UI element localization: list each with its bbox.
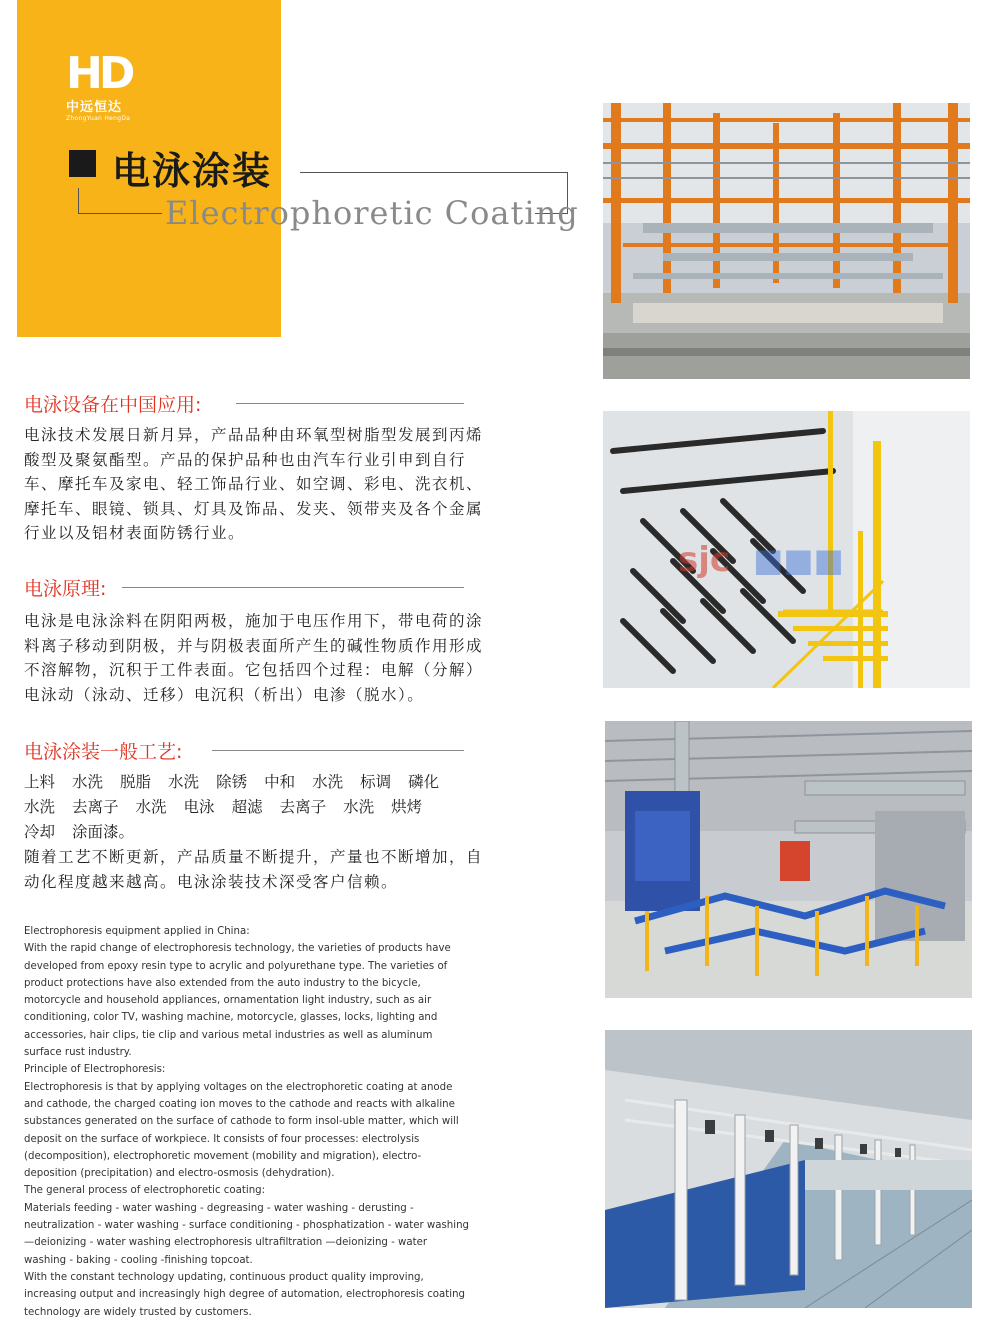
factory-photo-1 [603,103,970,379]
section-rule [212,750,464,751]
application-paragraph [24,423,484,546]
factory-photo-2 [603,411,970,688]
process-row-1 [24,770,484,795]
process-row-2 [24,795,484,820]
process-step: 脱脂 [120,773,152,791]
process-step: 电泳 [183,798,215,816]
principle-paragraph [24,609,484,707]
section-rule [122,587,464,588]
english-paragraph-closing: With the constant technology updating, continuous product quality improving, increasing output and increasingly high degree of automation, electrophoresis coating technology are widely trusted by customers. [24,1271,466,1318]
english-heading-principle: Principle of Electrophoresis: [24,1064,166,1076]
logo-mark: HD [66,48,132,99]
factory-photo-4 [605,1030,972,1308]
svg-text:■■■: ■■■ [753,541,844,579]
process-step: 上料 [24,773,56,791]
process-steps [24,770,484,895]
process-step: 标调 [360,773,392,791]
section-heading-process: 电泳涂装一般工艺: [24,741,183,763]
english-paragraph-process: Materials feeding - water washing - degreasing - water washing - derusting - neutralization - water washing - surface conditioning - phosphatization - water washing —deionizing - water washing electrophoresis ultrafiltration —deionizing - water washing - baking - cooling -finishing topcoat. [24,1202,470,1266]
logo-name-cn: 中远恒达 [66,100,123,115]
logo-name-en: ZhongYuan HengDa [66,115,131,122]
title-square-bullet [69,150,96,177]
process-step: 水洗 [24,798,56,816]
section-heading-principle: 电泳原理: [24,578,107,600]
title-frame-line [300,172,568,173]
process-row-3 [24,820,484,845]
svg-text:sjc: sjc [678,540,731,580]
process-step: 中和 [264,773,296,791]
factory-photo-3 [605,721,972,998]
application-text: 电泳技术发展日新月异，产品品种由环氧型树脂型发展到丙烯酸型及聚氨酯型。产品的保护品种也由汽车行业引申到自行车、摩托车及家电、轻工饰品行业、如空调、彩电、洗衣机、摩托车、眼镜、锁具、灯具及饰品、发夹、领带夹及各个金属行业以及铝材表面防锈行业。 [24,426,484,542]
section-rule [236,403,464,404]
process-step: 水洗 [343,798,375,816]
process-step: 除锈 [216,773,248,791]
english-heading-application: Electrophoresis equipment applied in China: [24,926,250,937]
process-closing-text: 随着工艺不断更新，产品质量不断提升，产量也不断增加，自动化程度越来越高。电泳涂装技术深受客户信赖。 [24,848,484,891]
process-step: 水洗 [135,798,167,816]
company-logo [66,48,156,122]
section-heading-application: 电泳设备在中国应用: [24,394,202,416]
process-step: 烘烤 [391,798,423,816]
page-title-en: Electrophoretic Coating [165,194,579,232]
page-title-cn: 电泳涂装 [112,149,273,193]
process-step: 去离子 [72,798,119,816]
title-frame-line [78,188,79,214]
process-step: 去离子 [279,798,327,816]
process-step: 超滤 [231,798,263,816]
english-paragraph-application: With the rapid change of electrophoresis technology, the varieties of products have developed from epoxy resin type to acrylic and polyurethane type. The varieties of product protections have also extended from the auto industry to the bicycle, motorcycle and household appliances, ornamentation light industry, such as air conditioning, color TV, washing machine, motorcycle, glasses, locks, lighting and accessories, hair clips, tie clip and various metal industries as well as aluminum surface rust industry. [24,943,451,1059]
english-translation [24,923,469,1321]
process-step: 水洗 [168,773,200,791]
process-step: 水洗 [72,773,104,791]
process-step: 水洗 [312,773,344,791]
title-frame-line [78,213,162,214]
process-step: 冷却 [24,823,56,841]
principle-text: 电泳是电泳涂料在阴阳两极，施加于电压作用下，带电荷的涂料离子移动到阴极，并与阴极表面所产生的碱性物质作用形成不溶解物，沉积于工件表面。它包括四个过程：电解（分解）电泳动（泳动、迁移）电沉积（析出）电渗（脱水）。 [24,612,484,704]
process-step: 涂面漆。 [72,823,135,841]
process-step: 磷化 [408,773,440,791]
english-heading-process: The general process of electrophoretic coating: [24,1185,266,1197]
english-paragraph-principle: Electrophoresis is that by applying voltages on the electrophoretic coating at anode and cathode, the charged coating ion moves to the cathode and reacts with alkaline substances generated on the surface of cathode to form insol-uble matter, which will deposit on the surface of workpiece. It consists of four processes: electrolysis (decomposition), electrophoretic movement (mobility and migration), electro-deposition (precipitation) and electro-osmosis (dehydration). [24,1081,459,1180]
